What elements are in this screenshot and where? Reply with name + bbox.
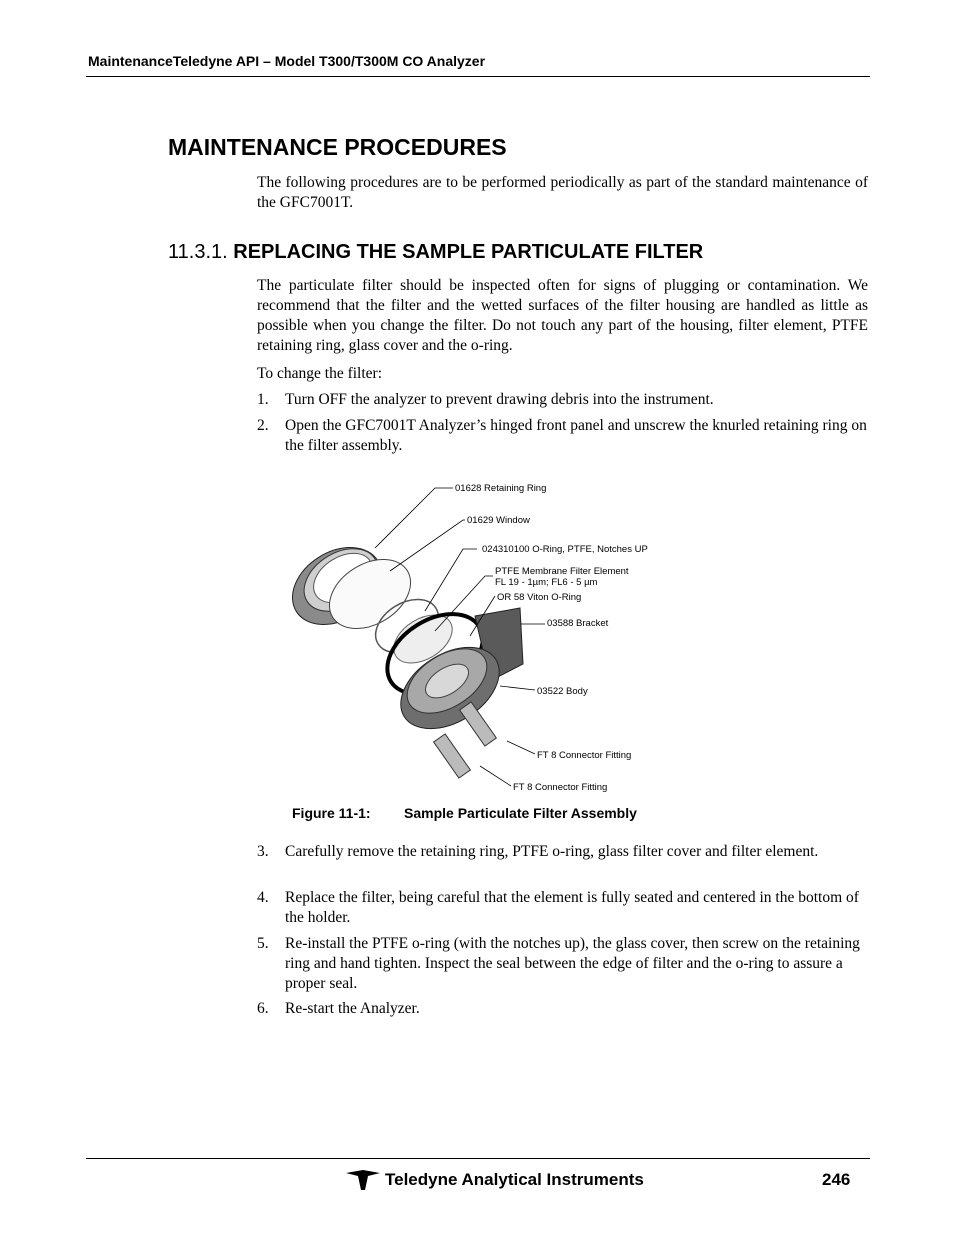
step-item xyxy=(257,999,868,1019)
step-item xyxy=(257,416,868,456)
section-title: MAINTENANCE PROCEDURES xyxy=(168,134,507,160)
header-divider xyxy=(86,76,870,77)
step-text: Open the GFC7001T Analyzer’s hinged front panel and unscrew the knurled retaining ring on the filter assembly. xyxy=(285,417,867,454)
to-change-label: To change the filter: xyxy=(257,365,383,382)
step-text: Replace the filter, being careful that the element is fully seated and centered in the bottom of the holder. xyxy=(285,889,859,926)
step-number: 4. xyxy=(257,889,269,906)
label-window: 01629 Window xyxy=(467,515,530,526)
figure-title: Sample Particulate Filter Assembly xyxy=(404,805,637,821)
label-fitting-1: FT 8 Connector Fitting xyxy=(537,750,632,761)
figure-caption xyxy=(292,805,637,821)
running-header: MaintenanceTeledyne API – Model T300/T300M CO Analyzer xyxy=(88,53,486,69)
subsection-heading xyxy=(168,241,703,264)
company-name: Teledyne Analytical Instruments xyxy=(385,1170,644,1189)
label-retaining-ring: 01628 Retaining Ring xyxy=(455,483,547,494)
subsection-title: REPLACING THE SAMPLE PARTICULATE FILTER xyxy=(233,241,704,263)
step-text: Turn OFF the analyzer to prevent drawing debris into the instrument. xyxy=(285,391,714,408)
figure-number: Figure 11-1: xyxy=(292,805,371,821)
step-item xyxy=(257,842,868,862)
label-ptfe-oring: 024310100 O-Ring, PTFE, Notches UP xyxy=(482,544,648,555)
step-item xyxy=(257,888,868,928)
footer-company xyxy=(346,1170,644,1190)
footer-divider xyxy=(86,1158,870,1159)
page-number: 246 xyxy=(822,1170,851,1189)
step-item xyxy=(257,390,868,410)
subsection-body: The particulate filter should be inspected often for signs of plugging or contamination. We recommend that the filter and the wetted surfaces of the filter housing are handled as little as possible when you change the filter. Do not touch any part of the housing, filter element, PTFE retaining ring, glass cover and the o-ring. xyxy=(257,277,868,354)
step-number: 6. xyxy=(257,1000,269,1017)
label-membrane-spec: FL 19 - 1µm; FL6 - 5 µm xyxy=(495,577,598,588)
section-intro: The following procedures are to be performed periodically as part of the standard maintenance of the GFC7001T. xyxy=(257,174,868,211)
label-fitting-2: FT 8 Connector Fitting xyxy=(513,782,608,793)
subsection-number: 11.3.1. xyxy=(168,241,228,263)
step-number: 1. xyxy=(257,391,269,408)
label-viton-oring: OR 58 Viton O-Ring xyxy=(497,592,582,603)
label-bracket: 03588 Bracket xyxy=(547,618,609,629)
step-number: 2. xyxy=(257,417,269,434)
label-body: 03522 Body xyxy=(537,686,588,697)
label-membrane: PTFE Membrane Filter Element xyxy=(495,566,629,577)
step-text: Re-install the PTFE o-ring (with the notches up), the glass cover, then screw on the retaining ring and hand tighten. Inspect the seal between the edge of filter and the o-ring to assure a proper seal. xyxy=(285,935,860,992)
step-text: Re-start the Analyzer. xyxy=(285,1000,420,1017)
step-number: 3. xyxy=(257,843,269,860)
teledyne-logo-icon xyxy=(346,1170,380,1190)
step-text: Carefully remove the retaining ring, PTFE o-ring, glass filter cover and filter element. xyxy=(285,843,819,860)
filter-assembly-diagram xyxy=(285,476,685,796)
step-item xyxy=(257,934,868,994)
step-number: 5. xyxy=(257,935,269,952)
